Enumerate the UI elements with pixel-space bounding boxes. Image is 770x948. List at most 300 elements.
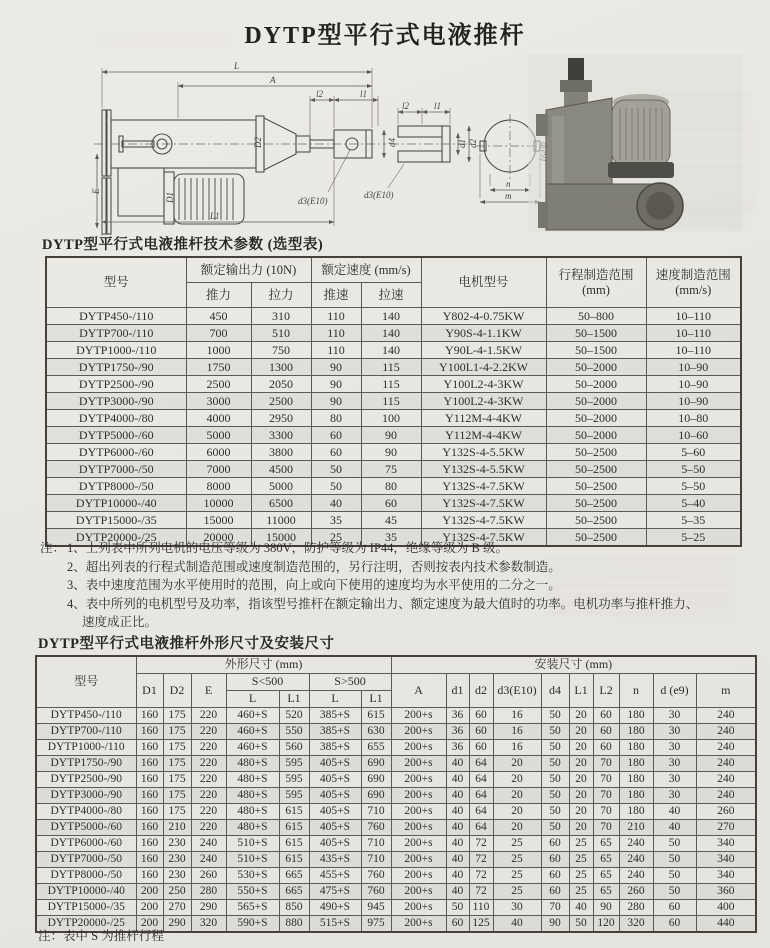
table-cell: 240 (696, 740, 756, 756)
table-cell: 60 (541, 852, 569, 868)
table-cell: 50–2000 (546, 410, 646, 427)
table-cell: 5–50 (646, 461, 741, 478)
table-cell: Y112M-4-4KW (421, 410, 546, 427)
table-cell: 290 (163, 916, 191, 933)
table-cell: 5–40 (646, 495, 741, 512)
table-cell: 760 (361, 884, 391, 900)
table-cell: 50–2500 (546, 495, 646, 512)
dim-label-E: E (91, 188, 101, 194)
table-cell: 200+s (391, 724, 446, 740)
table-cell: 405+S (309, 788, 361, 804)
table-cell: 65 (593, 884, 619, 900)
model-cell: DYTP4000-/80 (46, 410, 186, 427)
table-cell: 180 (619, 740, 653, 756)
model-cell: DYTP8000-/50 (36, 868, 136, 884)
col-header-A: A (391, 674, 446, 708)
table-cell: 70 (541, 900, 569, 916)
table-cell: 220 (191, 724, 226, 740)
col-header-motor-model: 电机型号 (421, 257, 546, 308)
table-cell: 220 (191, 788, 226, 804)
table-row (36, 756, 756, 772)
dim-label-d3: d3(E10) (298, 196, 328, 206)
table-row (36, 900, 756, 916)
table-cell: 50–2000 (546, 427, 646, 444)
table-cell: 615 (361, 708, 391, 724)
table-cell: 90 (541, 916, 569, 933)
table-cell: 45 (361, 512, 421, 529)
table-cell: 690 (361, 772, 391, 788)
table-cell: 50–2500 (546, 512, 646, 529)
table-cell: Y90L-4-1.5KW (421, 342, 546, 359)
table-row (46, 461, 741, 478)
col-header-rated-speed: 额定速度 (mm/s) (311, 257, 421, 283)
table-cell: 120 (593, 916, 619, 933)
col-header-pull-force: 拉力 (251, 283, 311, 308)
table-cell: 180 (619, 788, 653, 804)
table-cell: 260 (191, 868, 226, 884)
table-cell: 60 (593, 708, 619, 724)
table-cell: 40 (493, 916, 541, 933)
table-cell: 60 (541, 836, 569, 852)
model-cell: DYTP1000-/110 (46, 342, 186, 359)
table-cell: 140 (361, 325, 421, 342)
table-cell: 50–2000 (546, 376, 646, 393)
table-cell: 200 (136, 884, 163, 900)
table-cell: 90 (311, 359, 361, 376)
table-cell: 40 (446, 820, 469, 836)
table-cell: 40 (446, 852, 469, 868)
col-header-model2: 型号 (36, 656, 136, 708)
table-cell: 230 (163, 852, 191, 868)
table-cell: 20 (569, 740, 593, 756)
dim-label-L: L (234, 61, 240, 71)
table-cell: 160 (136, 868, 163, 884)
table-row (36, 772, 756, 788)
table-cell: 72 (469, 884, 493, 900)
table-cell: 60 (653, 916, 696, 933)
table-cell: 210 (163, 820, 191, 836)
table-row (46, 359, 741, 376)
table-cell: 60 (593, 740, 619, 756)
table-cell: 590+S (226, 916, 279, 933)
table-cell: Y802-4-0.75KW (421, 308, 546, 325)
table-cell: 90 (311, 376, 361, 393)
table-row (46, 342, 741, 359)
clevis-section-view (364, 101, 478, 200)
model-cell: DYTP6000-/60 (46, 444, 186, 461)
table-cell: 30 (653, 756, 696, 772)
dimension-table (35, 655, 757, 933)
table-cell: 4500 (251, 461, 311, 478)
col-header-stroke-range-line1: 行程制造范围 (558, 268, 634, 283)
table-cell: 385+S (309, 740, 361, 756)
table-cell: 60 (541, 884, 569, 900)
dim-label-l1: l1 (360, 89, 368, 99)
table-cell: 60 (653, 900, 696, 916)
dim-label-l2b: l2 (402, 101, 410, 111)
table-cell: 175 (163, 740, 191, 756)
table-cell: 20 (569, 804, 593, 820)
table-cell: 200+s (391, 916, 446, 933)
table-cell: 160 (136, 756, 163, 772)
table-cell: 460+S (226, 724, 279, 740)
table-cell: 2950 (251, 410, 311, 427)
table-cell: 3300 (251, 427, 311, 444)
model-cell: DYTP6000-/60 (36, 836, 136, 852)
table-cell: 400 (696, 900, 756, 916)
table-cell: 5–60 (646, 444, 741, 461)
product-photo (528, 54, 743, 232)
table-cell: 50 (653, 868, 696, 884)
table-cell: 50 (653, 852, 696, 868)
table-cell: 945 (361, 900, 391, 916)
table-cell: 40 (653, 804, 696, 820)
table-cell: 20 (569, 820, 593, 836)
dim-label-l2: l2 (316, 89, 324, 99)
col-header-m: m (696, 674, 756, 708)
model-cell: DYTP15000-/35 (36, 900, 136, 916)
table-cell: 65 (593, 836, 619, 852)
table-cell: 60 (311, 427, 361, 444)
table-cell: 5000 (251, 478, 311, 495)
table-cell: 595 (279, 756, 309, 772)
col-header-d1: d1 (446, 674, 469, 708)
table-cell: 115 (361, 376, 421, 393)
table-cell: 200+s (391, 868, 446, 884)
table-cell: Y100L2-4-3KW (421, 376, 546, 393)
table-cell: 60 (469, 708, 493, 724)
table-cell: Y132S-4-7.5KW (421, 529, 546, 547)
table-cell: 50 (541, 772, 569, 788)
table-cell: 175 (163, 708, 191, 724)
dim-label-d1: d1 (457, 139, 467, 148)
table-cell: 750 (251, 342, 311, 359)
table-cell: 700 (186, 325, 251, 342)
table-cell: 520 (279, 708, 309, 724)
dim-label-A: A (270, 75, 276, 85)
table-cell: 3000 (186, 393, 251, 410)
col-header-L2: L2 (593, 674, 619, 708)
table-cell: 16 (493, 708, 541, 724)
table-cell: 70 (593, 820, 619, 836)
table-cell: 15000 (186, 512, 251, 529)
table-cell: 20 (569, 724, 593, 740)
table-cell: 70 (593, 756, 619, 772)
col-header-L1-lt: L1 (279, 691, 309, 708)
table-row (46, 308, 741, 325)
table-cell: 11000 (251, 512, 311, 529)
table-cell: 6000 (186, 444, 251, 461)
table-cell: Y112M-4-4KW (421, 427, 546, 444)
table-cell: 595 (279, 788, 309, 804)
table-row (36, 868, 756, 884)
table-cell: 405+S (309, 836, 361, 852)
table-cell: 140 (361, 308, 421, 325)
table-cell: 250 (163, 884, 191, 900)
table-cell: 70 (593, 804, 619, 820)
table-cell: 60 (361, 495, 421, 512)
table-cell: 20 (493, 820, 541, 836)
col-header-speed-range (646, 257, 741, 308)
table-cell: 480+S (226, 804, 279, 820)
table-cell: 90 (361, 427, 421, 444)
col-header-E: E (191, 674, 226, 708)
table-cell: 175 (163, 772, 191, 788)
table-cell: 200 (136, 916, 163, 933)
dim-label-l1b: l1 (434, 101, 442, 111)
table-cell: 435+S (309, 852, 361, 868)
table-cell: 8000 (186, 478, 251, 495)
table-cell: 530+S (226, 868, 279, 884)
table-row (46, 444, 741, 461)
table-cell: 270 (696, 820, 756, 836)
table-cell: 5–25 (646, 529, 741, 547)
model-cell: DYTP7000-/50 (46, 461, 186, 478)
table-row (46, 512, 741, 529)
table-cell: 2500 (251, 393, 311, 410)
table-cell: 615 (279, 804, 309, 820)
table-row (36, 820, 756, 836)
table-cell: 25 (493, 836, 541, 852)
col-header-stroke-range-line2: (mm) (582, 282, 610, 297)
dim-label-d4: d4 (387, 138, 397, 147)
col-header-L1-gt: L1 (361, 691, 391, 708)
table-cell: 125 (469, 916, 493, 933)
table-cell: 320 (191, 916, 226, 933)
table-cell: 115 (361, 359, 421, 376)
model-cell: DYTP3000-/90 (46, 393, 186, 410)
col-header-speed-range-line2: (mm/s) (675, 282, 712, 297)
table-row (36, 836, 756, 852)
table-cell: 25 (493, 852, 541, 868)
dim-label-D2: D2 (253, 137, 263, 148)
model-cell: DYTP10000-/40 (46, 495, 186, 512)
table-cell: 50 (541, 804, 569, 820)
table-cell: 550+S (226, 884, 279, 900)
table-cell: 160 (136, 740, 163, 756)
col-header-speed-range-line1: 速度制造范围 (655, 268, 731, 283)
table-cell: 405+S (309, 820, 361, 836)
page-title: DYTP型平行式电液推杆 (244, 23, 526, 49)
table-cell: 280 (191, 884, 226, 900)
table-cell: 1750 (186, 359, 251, 376)
table-cell: 510+S (226, 852, 279, 868)
table-cell: 60 (311, 444, 361, 461)
table-cell: 35 (311, 512, 361, 529)
dim-label-L1: L1 (210, 211, 220, 221)
main-side-view (91, 61, 397, 236)
table-cell: 20 (493, 804, 541, 820)
table-cell: 270 (163, 900, 191, 916)
table-cell: 50 (569, 916, 593, 933)
table-cell: 50–800 (546, 308, 646, 325)
table-cell: Y100L1-4-2.2KW (421, 359, 546, 376)
table-cell: 880 (279, 916, 309, 933)
table-row (46, 410, 741, 427)
table-cell: 280 (619, 900, 653, 916)
table-cell: 260 (696, 804, 756, 820)
table-cell: 220 (191, 756, 226, 772)
table-cell: 50 (541, 820, 569, 836)
table-cell: 615 (279, 820, 309, 836)
table-cell: 515+S (309, 916, 361, 933)
notes-block (40, 539, 708, 632)
table-cell: 240 (696, 724, 756, 740)
table-cell: 20000 (186, 529, 251, 547)
table-cell: 75 (361, 461, 421, 478)
table-cell: 200+s (391, 788, 446, 804)
table-cell: 20 (569, 756, 593, 772)
table-cell: 220 (191, 708, 226, 724)
table-cell: 240 (696, 756, 756, 772)
model-cell: DYTP20000-/25 (46, 529, 186, 547)
table-cell: 25 (311, 529, 361, 547)
table-cell: 180 (619, 772, 653, 788)
table-cell: 475+S (309, 884, 361, 900)
spec-selection-table (45, 256, 742, 547)
table-row (46, 478, 741, 495)
table-cell: 160 (136, 708, 163, 724)
table-cell: 80 (311, 410, 361, 427)
table-cell: 20 (569, 788, 593, 804)
dim-label-d3b: d3(E10) (364, 190, 394, 200)
table-cell: 230 (163, 868, 191, 884)
table-cell: 20 (569, 772, 593, 788)
table-cell: 230 (163, 836, 191, 852)
table-cell: 65 (593, 852, 619, 868)
col-header-s-lt-500: S<500 (226, 674, 309, 691)
table-row (36, 804, 756, 820)
model-cell: DYTP15000-/35 (46, 512, 186, 529)
table-cell: 3800 (251, 444, 311, 461)
table-cell: 405+S (309, 772, 361, 788)
table-cell: 50 (311, 478, 361, 495)
table-row (46, 427, 741, 444)
dim-label-n: n (506, 179, 511, 189)
table-cell: 220 (191, 804, 226, 820)
table-cell: 175 (163, 756, 191, 772)
table-cell: 6500 (251, 495, 311, 512)
table-cell: 64 (469, 804, 493, 820)
table-cell: 480+S (226, 772, 279, 788)
table-cell: 180 (619, 724, 653, 740)
table-cell: 50 (541, 788, 569, 804)
table-cell: Y132S-4-7.5KW (421, 512, 546, 529)
model-cell: DYTP10000-/40 (36, 884, 136, 900)
table-cell: 100 (361, 410, 421, 427)
table-cell: 4000 (186, 410, 251, 427)
table-cell: 260 (619, 884, 653, 900)
section2-heading: DYTP型平行式电液推杆外形尺寸及安装尺寸 (38, 636, 335, 652)
table-cell: 25 (569, 884, 593, 900)
model-cell: DYTP5000-/60 (36, 820, 136, 836)
table-cell: 40 (446, 756, 469, 772)
table-row (36, 852, 756, 868)
table-cell: 30 (653, 708, 696, 724)
table-cell: 60 (446, 916, 469, 933)
table-cell: 290 (191, 900, 226, 916)
table-cell: 340 (696, 868, 756, 884)
table-cell: 50–1500 (546, 325, 646, 342)
table-cell: 460+S (226, 708, 279, 724)
table-cell: 480+S (226, 788, 279, 804)
model-cell: DYTP450-/110 (36, 708, 136, 724)
table-cell: 72 (469, 852, 493, 868)
table-cell: 60 (541, 868, 569, 884)
col-header-s-gt-500: S>500 (309, 674, 391, 691)
table-cell: 690 (361, 756, 391, 772)
table-cell: 240 (191, 852, 226, 868)
col-header-push-speed: 推速 (311, 283, 361, 308)
table-cell: 710 (361, 836, 391, 852)
table-row (36, 788, 756, 804)
table-cell: 200+s (391, 708, 446, 724)
col-header-D2: D2 (163, 674, 191, 708)
table-cell: 240 (696, 772, 756, 788)
table-cell: 160 (136, 852, 163, 868)
table-cell: 10–60 (646, 427, 741, 444)
table-cell: 480+S (226, 820, 279, 836)
note-item: 1、上列表中所列电机的电压等级为 380V，防护等级为 IP44，绝缘等级为 B 级。 (67, 541, 508, 555)
table-cell: 30 (653, 740, 696, 756)
table-cell: 2500 (186, 376, 251, 393)
model-cell: DYTP5000-/60 (46, 427, 186, 444)
table-cell: 405+S (309, 756, 361, 772)
table-cell: 64 (469, 756, 493, 772)
col-header-push-force: 推力 (186, 283, 251, 308)
col-header-d-e9: d (e9) (653, 674, 696, 708)
col-header-stroke-range (546, 257, 646, 308)
table-cell: 60 (593, 724, 619, 740)
model-cell: DYTP8000-/50 (46, 478, 186, 495)
model-cell: DYTP700-/110 (36, 724, 136, 740)
table-cell: 2050 (251, 376, 311, 393)
table-cell: 72 (469, 836, 493, 852)
table-cell: 10–110 (646, 342, 741, 359)
table-cell: 975 (361, 916, 391, 933)
table-cell: 200 (136, 900, 163, 916)
table-cell: 550 (279, 724, 309, 740)
table-cell: 340 (696, 836, 756, 852)
table-cell: 50–2000 (546, 359, 646, 376)
table-cell: Y132S-4-5.5KW (421, 461, 546, 478)
col-header-d2: d2 (469, 674, 493, 708)
table-cell: 200+s (391, 852, 446, 868)
table-cell: 655 (361, 740, 391, 756)
table-cell: 240 (696, 708, 756, 724)
table-cell: 50 (541, 756, 569, 772)
model-cell: DYTP20000-/25 (36, 916, 136, 933)
table-cell: 850 (279, 900, 309, 916)
table-cell: 220 (191, 820, 226, 836)
table-cell: 450 (186, 308, 251, 325)
table-cell: 240 (191, 836, 226, 852)
table-cell: 20 (493, 788, 541, 804)
table-cell: 50 (541, 740, 569, 756)
table-cell: 690 (361, 788, 391, 804)
table-cell: 30 (653, 724, 696, 740)
col-header-d4: d4 (541, 674, 569, 708)
table-cell: 16 (493, 740, 541, 756)
stroke-note: 注：表中 S 为推杆行程 (38, 929, 164, 943)
table-cell: 64 (469, 820, 493, 836)
table-cell: 50–2500 (546, 478, 646, 495)
model-cell: DYTP1750-/90 (46, 359, 186, 376)
table-cell: 10000 (186, 495, 251, 512)
table-cell: 220 (191, 772, 226, 788)
model-cell: DYTP3000-/90 (36, 788, 136, 804)
table-cell: 72 (469, 868, 493, 884)
